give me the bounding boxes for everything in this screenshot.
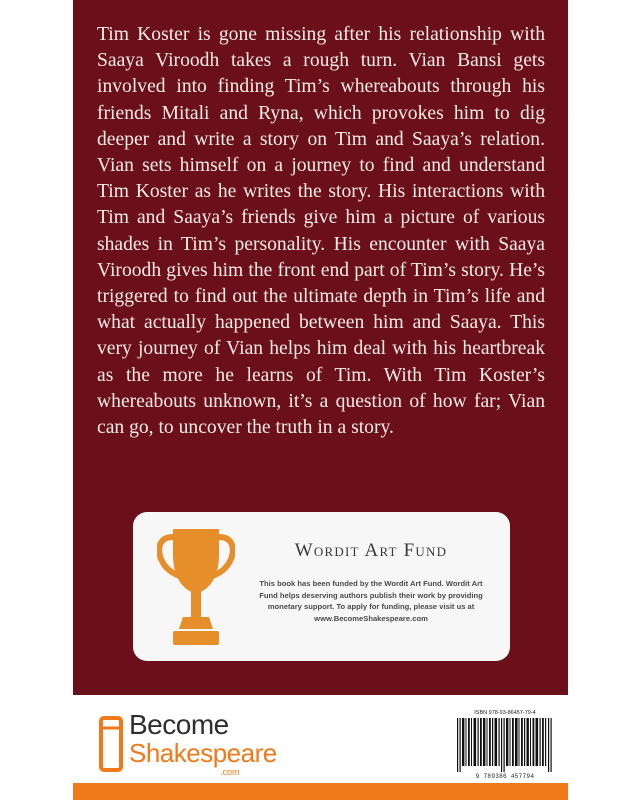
- isbn-label: ISBN 978-93-86457-79-4: [474, 710, 536, 716]
- bottom-accent-bar: [73, 783, 568, 800]
- fund-description: This book has been funded by the Wordit Art Fund. Wordit Art Fund helps deserving authors publish their work by providing monetary support. To apply for funding, please visit us at www.BecomeShakespeare.com: [259, 579, 483, 623]
- back-cover: [73, 0, 568, 800]
- trophy-icon: [157, 527, 235, 653]
- fund-panel: [133, 512, 510, 661]
- barcode-digits: 9 789386 457794: [475, 773, 535, 780]
- cover-background: [73, 0, 568, 695]
- blurb-text: Tim Koster is gone missing after his relationship with Saaya Viroodh takes a rough turn. Vian Bansi gets involved into finding Tim’s whereabouts through his friends Mitali and Ryna, which provokes him to dig deeper and write a story on Tim and Saaya’s relation. Vian sets himself on a journey to find and understand Tim Koster as he writes the story. His interactions with Tim and Saaya’s friends give him a picture of various shades in Tim’s personality. His encounter with Saaya Viroodh gives him the front end part of Tim’s story. He’s triggered to find out the ultimate depth in Tim’s life and what actually happened between him and Saaya. This very journey of Vian helps him deal with his heartbreak as the more he learns of Tim. With Tim Koster’s whereabouts unknown, it’s a question of how far; Vian can go, to uncover the truth in a story.: [97, 24, 545, 439]
- publisher-logo-line1: Become: [129, 709, 229, 740]
- publisher-logo-suffix: .com: [220, 767, 240, 777]
- book-outline-icon: [99, 716, 123, 772]
- barcode: [455, 718, 555, 772]
- fund-title: Wordit Art Fund: [294, 540, 448, 561]
- publisher-logo-line2: Shakespeare: [129, 738, 277, 768]
